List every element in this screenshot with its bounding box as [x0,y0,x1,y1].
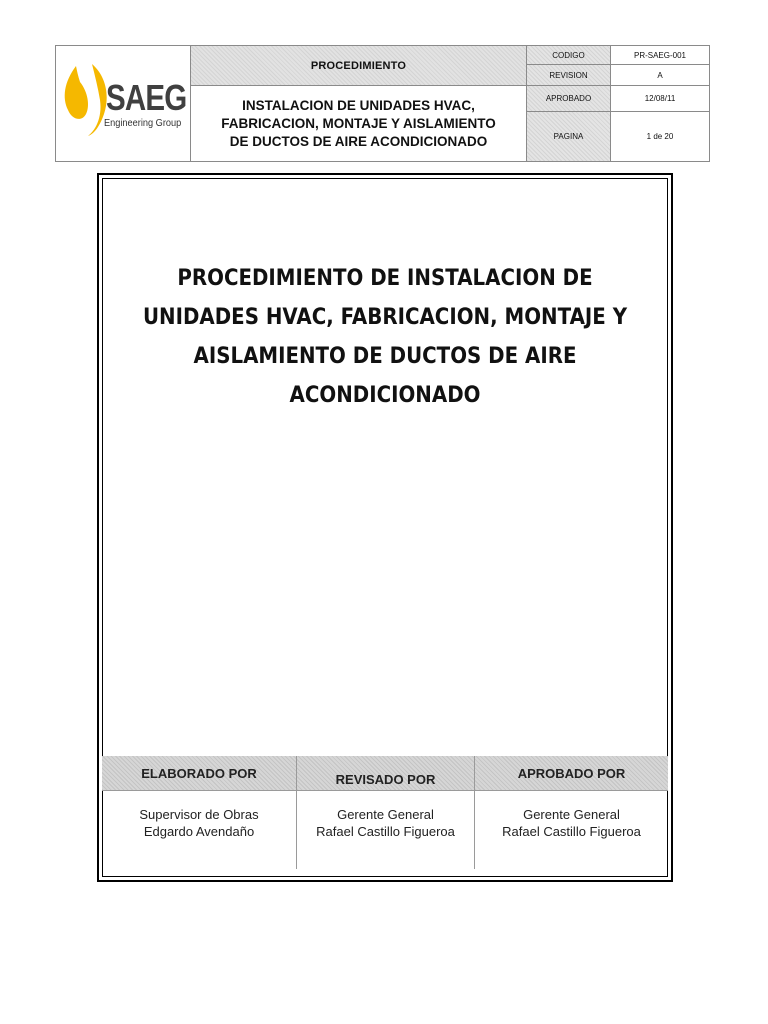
aprobado-value: 12/08/11 [611,86,709,112]
pagina-value: 1 de 20 [646,132,674,141]
pagina-label: PAGINA [527,112,611,161]
document-title-line: PROCEDIMIENTO DE INSTALACION DE [177,266,593,291]
document-title-line: AISLAMIENTO DE DUCTOS DE AIRE [193,344,577,369]
header-title-cell [191,86,527,161]
revision-label: REVISION [527,65,611,86]
signature-body [297,806,474,840]
procedure-label-cell [191,46,527,86]
signature-heading: ELABORADO POR [141,766,257,781]
signature-column-elaborado [102,756,297,869]
revision-value: A [611,65,709,86]
header-title-line: FABRICACION, MONTAJE Y AISLAMIENTO [221,115,496,131]
signature-role: Gerente General [337,807,434,822]
signature-heading: APROBADO POR [517,766,626,781]
codigo-value: PR-SAEG-001 [611,46,709,65]
signature-table [102,756,668,869]
signature-name: Rafael Castillo Figueroa [502,824,641,839]
cover-frame [97,173,673,882]
signature-column-aprobado [475,756,668,869]
logo-brand-text: SAEG [106,77,187,118]
signature-body [475,806,668,840]
aprobado-label: APROBADO [527,86,611,112]
logo-cell [56,46,191,161]
logo-subtitle: Engineering Group [104,118,182,129]
signature-name: Edgardo Avendaño [143,824,255,839]
signature-role: Gerente General [523,807,620,822]
document-header [55,45,710,162]
signature-name: Rafael Castillo Figueroa [316,824,455,839]
signature-body [102,806,296,840]
document-title-line: ACONDICIONADO [289,383,481,408]
signature-role: Supervisor de Obras [139,807,259,822]
signature-column-revisado [297,756,475,869]
document-title [113,259,657,415]
header-title-line: DE DUCTOS DE AIRE ACONDICIONADO [229,133,488,149]
flame-icon [65,66,88,119]
codigo-label: CODIGO [527,46,611,65]
procedure-label: PROCEDIMIENTO [310,59,407,72]
header-title-line: INSTALACION DE UNIDADES HVAC, [242,97,475,113]
signature-heading: REVISADO POR [335,772,436,787]
document-title-line: UNIDADES HVAC, FABRICACION, MONTAJE Y [142,305,628,330]
